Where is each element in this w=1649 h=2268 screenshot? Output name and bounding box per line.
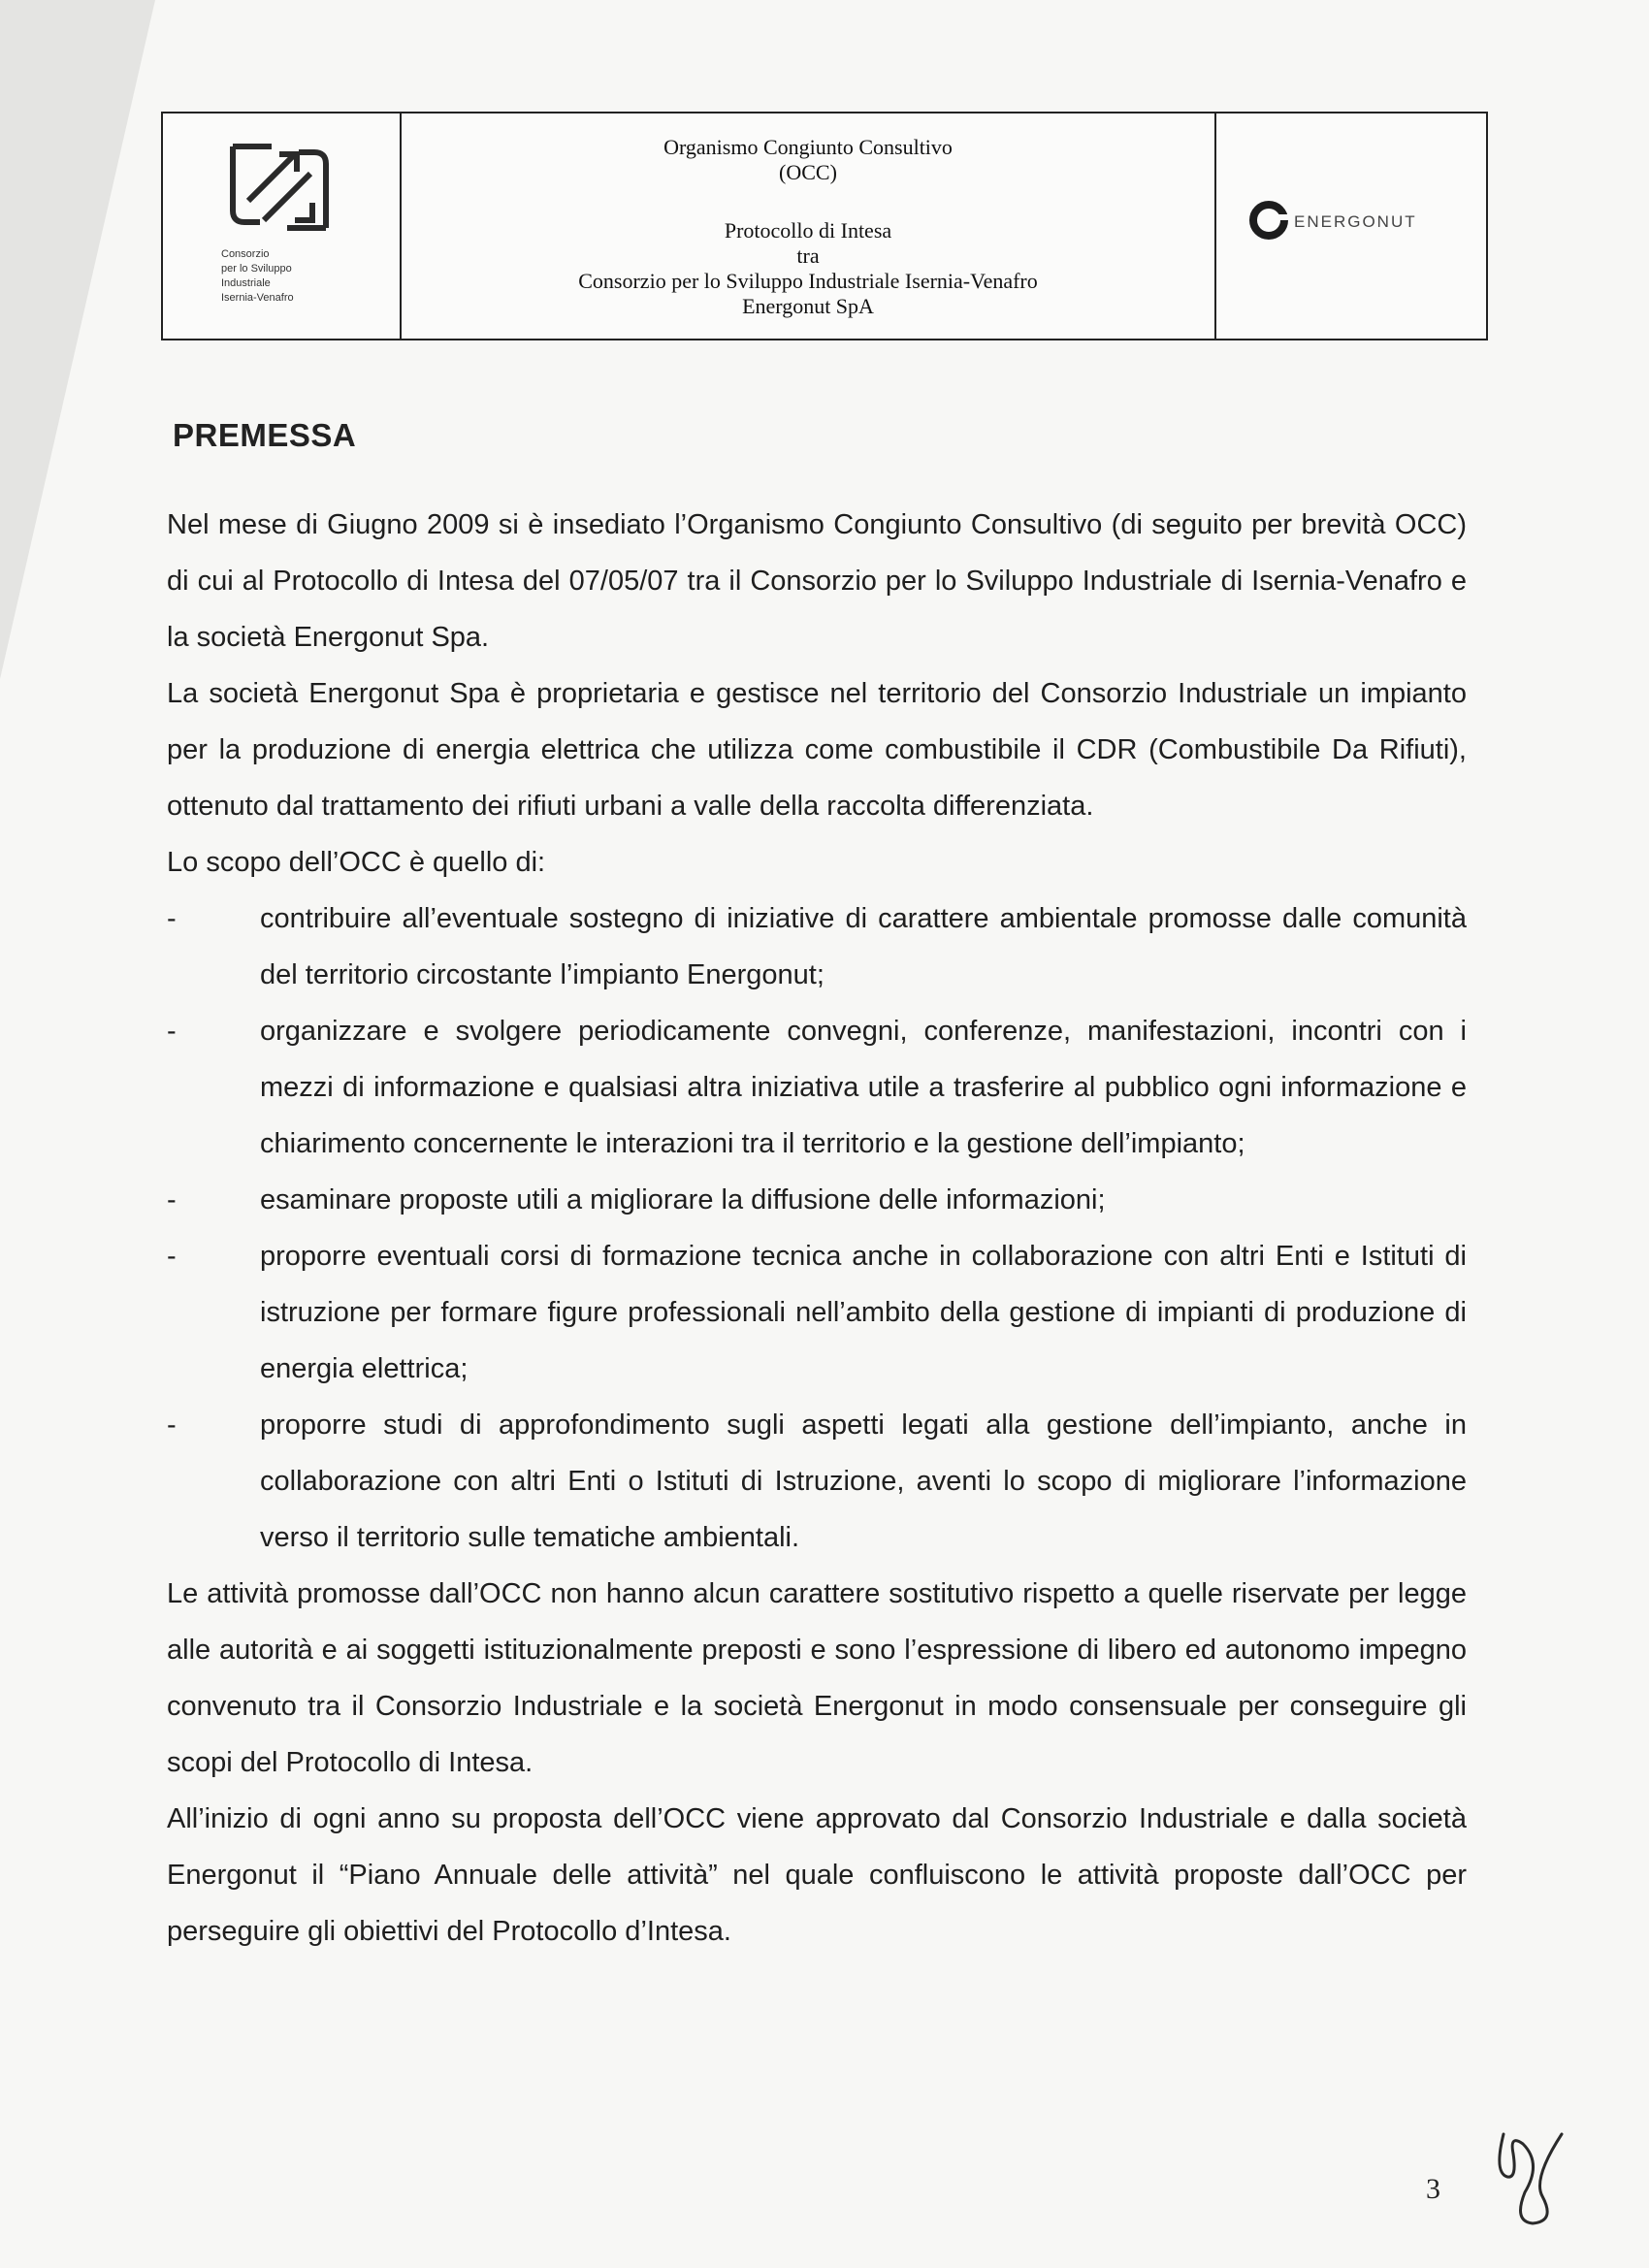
header-party-1: Consorzio per lo Sviluppo Industriale Isernia-Venafro <box>578 269 1038 293</box>
header-party-2: Energonut SpA <box>742 294 874 318</box>
header-title-cell <box>402 113 1216 339</box>
document-header-table <box>161 112 1488 340</box>
bullet-text: organizzare e svolgere periodicamente convegni, conferenze, manifestazioni, incontri con i mezzi di informazione e qualsiasi altra iniziativa utile a trasferire al pubblico ogni informazione e chiarimento concernente le interazioni tra il territorio e la gestione dell’impianto; <box>260 1016 1467 1159</box>
paragraph: Nel mese di Giugno 2009 si è insediato l’Organismo Congiunto Consultivo (di seguito per brevità OCC) di cui al Protocollo di Intesa del 07/05/07 tra il Consorzio per lo Sviluppo Industriale di Isernia-Venafro e la società Energonut Spa. <box>167 509 1467 653</box>
consorzio-logo-icon <box>221 133 338 242</box>
bullet-dash: - <box>167 1016 177 1047</box>
section-title: PREMESSA <box>173 417 357 453</box>
document-body <box>167 497 1467 1960</box>
list-item <box>167 1172 1467 1228</box>
list-item <box>167 1228 1467 1397</box>
signature-icon <box>1474 2115 1581 2241</box>
bullet-text: esaminare proposte utili a migliorare la diffusione delle informazioni; <box>260 1184 1106 1215</box>
energonut-logo-icon <box>1247 199 1290 242</box>
bullet-dash: - <box>167 903 177 934</box>
consorzio-logo-cell <box>163 113 402 339</box>
consorzio-logo-text: Consorzio per lo Sviluppo Industriale Isernia-Venafro <box>221 248 294 304</box>
bullet-dash: - <box>167 1241 177 1272</box>
paragraph: All’inizio di ogni anno su proposta dell’OCC viene approvato dal Consorzio Industriale e dalla società Energonut il “Piano Annuale delle attività” nel quale confluiscono le attività proposte dall’OCC per perseguire gli obiettivi del Protocollo d’Intesa. <box>167 1803 1467 1947</box>
list-item <box>167 1003 1467 1172</box>
bullet-dash: - <box>167 1409 177 1441</box>
header-org-name: Organismo Congiunto Consultivo <box>663 135 953 159</box>
header-org-abbr: (OCC) <box>779 160 837 184</box>
header-between: tra <box>796 243 820 268</box>
paragraph: La società Energonut Spa è proprietaria e gestisce nel territorio del Consorzio Industriale un impianto per la produzione di energia elettrica che utilizza come combustibile il CDR (Combustibile Da Rifiuti), ottenuto dal trattamento dei rifiuti urbani a valle della raccolta differenziata. <box>167 678 1467 822</box>
scan-shadow <box>0 0 155 679</box>
paragraph: Le attività promosse dall’OCC non hanno alcun carattere sostitutivo rispetto a quelle riservate per legge alle autorità e ai soggetti istituzionalmente preposti e sono l’espressione di libero ed autonomo impegno convenuto tra il Consorzio Industriale e la società Energonut in modo consensuale per conseguire gli scopi del Protocollo di Intesa. <box>167 1578 1467 1778</box>
page-number: 3 <box>1426 2173 1440 2205</box>
energonut-logo-cell <box>1216 113 1486 339</box>
list-item <box>167 1397 1467 1566</box>
bullet-text: proporre studi di approfondimento sugli aspetti legati alla gestione dell’impianto, anche in collaborazione con altri Enti o Istituti di Istruzione, aventi lo scopo di migliorare l’informazione verso il territorio sulle tematiche ambientali. <box>260 1409 1467 1553</box>
energonut-logo-text: ENERGONUT <box>1294 212 1417 231</box>
bullet-text: proporre eventuali corsi di formazione tecnica anche in collaborazione con altri Enti e Istituti di istruzione per formare figure professionali nell’ambito della gestione di impianti di produzione di energia elettrica; <box>260 1241 1467 1384</box>
bullet-dash: - <box>167 1184 177 1215</box>
bullet-text: contribuire all’eventuale sostegno di iniziative di carattere ambientale promosse dalle comunità del territorio circostante l’impianto Energonut; <box>260 903 1467 990</box>
header-protocol: Protocollo di Intesa <box>724 218 892 243</box>
list-item <box>167 891 1467 1003</box>
paragraph: Lo scopo dell’OCC è quello di: <box>167 847 546 878</box>
